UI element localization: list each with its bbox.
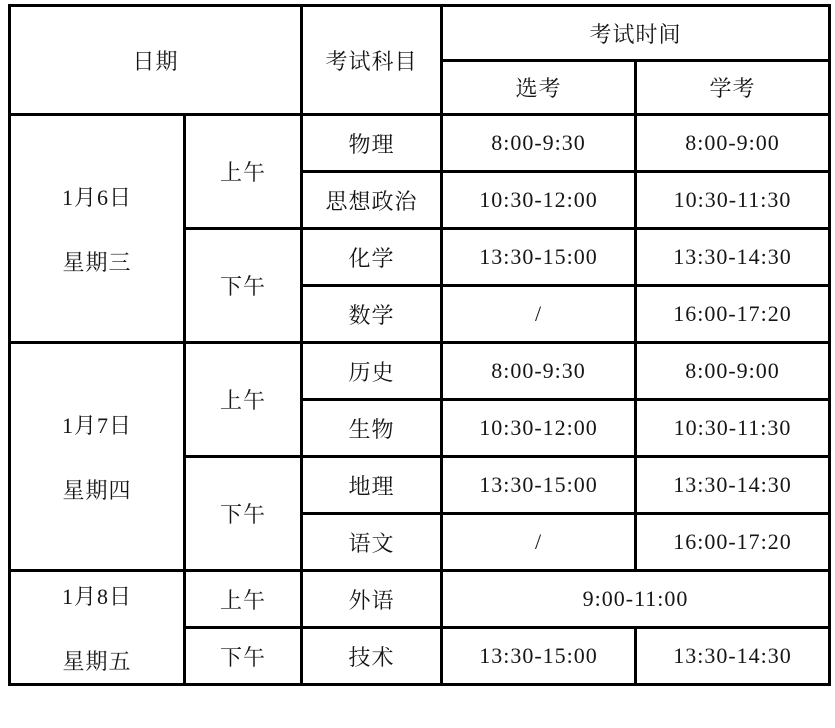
academic-time-cell: 10:30-11:30	[636, 400, 830, 457]
subject-cell: 历史	[302, 343, 442, 400]
table-row	[10, 343, 830, 400]
academic-time-cell: 13:30-14:30	[636, 229, 830, 286]
session-cell-morning: 上午	[185, 571, 302, 628]
header-date-cell: 日期	[10, 6, 302, 115]
header-selective-cell: 选考	[442, 61, 636, 115]
weekday-text: 星期四	[62, 477, 132, 503]
academic-time-cell: 8:00-9:00	[636, 115, 830, 172]
academic-time-cell: 8:00-9:00	[636, 343, 830, 400]
weekday-text: 星期五	[62, 648, 132, 674]
selective-time-cell: 10:30-12:00	[442, 400, 636, 457]
header-academic-cell: 学考	[636, 61, 830, 115]
table-row	[10, 115, 830, 172]
date-cell-jan6	[10, 115, 185, 343]
header-subject-cell: 考试科目	[302, 6, 442, 115]
table-row	[10, 571, 830, 628]
subject-cell: 思想政治	[302, 172, 442, 229]
subject-cell: 化学	[302, 229, 442, 286]
exam-schedule-table	[8, 4, 831, 686]
academic-time-cell: 16:00-17:20	[636, 286, 830, 343]
subject-cell: 数学	[302, 286, 442, 343]
date-cell-jan8	[10, 571, 185, 685]
date-text: 1月6日	[61, 184, 132, 210]
combined-time-cell: 9:00-11:00	[442, 571, 830, 628]
selective-time-cell: 13:30-15:00	[442, 628, 636, 685]
subject-cell: 语文	[302, 514, 442, 571]
subject-cell: 地理	[302, 457, 442, 514]
academic-time-cell: 16:00-17:20	[636, 514, 830, 571]
session-cell-afternoon: 下午	[185, 628, 302, 685]
selective-time-cell: 8:00-9:30	[442, 115, 636, 172]
selective-time-cell: 13:30-15:00	[442, 457, 636, 514]
session-cell-afternoon: 下午	[185, 229, 302, 343]
academic-time-cell: 13:30-14:30	[636, 457, 830, 514]
header-exam-time-cell: 考试时间	[442, 6, 830, 61]
weekday-text: 星期三	[62, 249, 132, 275]
session-cell-afternoon: 下午	[185, 457, 302, 571]
session-cell-morning: 上午	[185, 115, 302, 229]
academic-time-cell: 13:30-14:30	[636, 628, 830, 685]
subject-cell: 物理	[302, 115, 442, 172]
selective-time-cell: 10:30-12:00	[442, 172, 636, 229]
date-cell-jan7	[10, 343, 185, 571]
selective-time-cell: 8:00-9:30	[442, 343, 636, 400]
academic-time-cell: 10:30-11:30	[636, 172, 830, 229]
subject-cell: 生物	[302, 400, 442, 457]
session-cell-morning: 上午	[185, 343, 302, 457]
subject-cell: 技术	[302, 628, 442, 685]
selective-time-cell: /	[442, 286, 636, 343]
date-text: 1月7日	[61, 412, 132, 438]
date-text: 1月8日	[61, 583, 132, 609]
subject-cell: 外语	[302, 571, 442, 628]
selective-time-cell: /	[442, 514, 636, 571]
selective-time-cell: 13:30-15:00	[442, 229, 636, 286]
